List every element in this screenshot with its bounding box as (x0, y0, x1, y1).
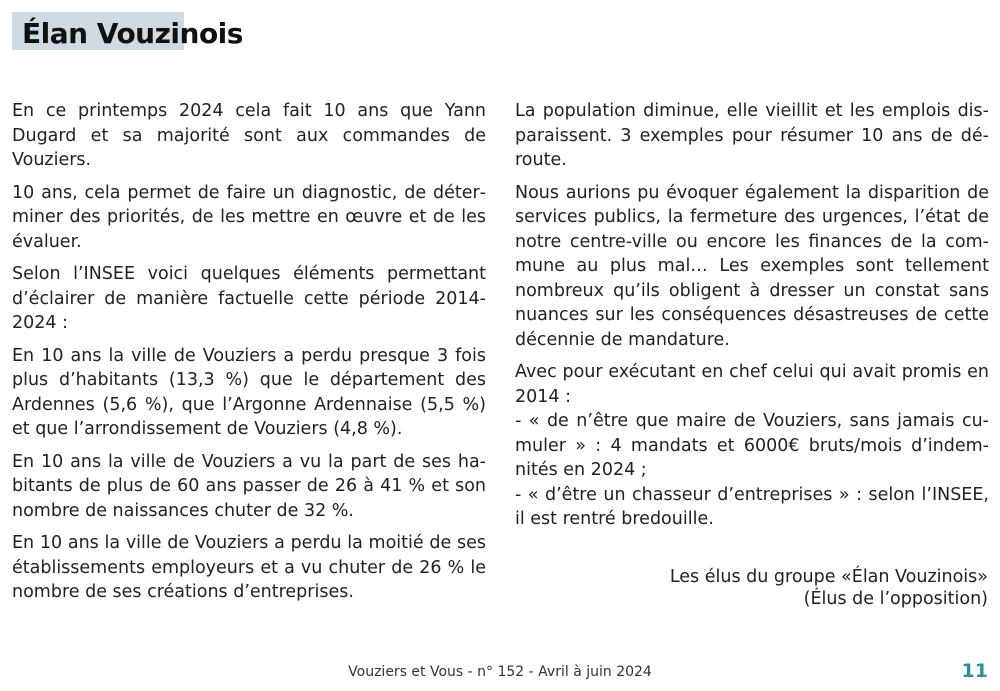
bullet-item: - « de n’être que maire de Vouziers, sans jamais cumuler » : 4 mandats et 6000€ bruts/mois d’indemnités en 2024 ; (515, 411, 989, 480)
paragraph: En 10 ans la ville de Vouziers a vu la part de ses habitants de plus de 60 ans passer de 26 à 41 % et son nombre de naissances chuter de 32 %. (12, 451, 486, 521)
paragraph: En 10 ans la ville de Vouziers a perdu la moitié de ses établissements employeurs et a vu chuter de 26 % le nombre de ses créations d’entreprises. (12, 533, 486, 602)
right-column (515, 99, 989, 532)
footer-text: Vouziers et Vous - n° 152 - Avril à juin 2024 (348, 664, 652, 680)
signature-line-role: (Élus de l’opposition) (803, 589, 988, 609)
left-column (12, 99, 486, 613)
page-title: Élan Vouzinois (22, 17, 243, 50)
paragraph: Nous aurions pu évoquer également la disparition de services publics, la fermeture des urgences, l’état de notre centre-ville ou encore les finances de la commune au plus mal… Les exemples sont tellement nombreux qu’ils obligent à dresser un constat sans nuances sur les conséquences désastreuses de cette décennie de mandature. (515, 182, 989, 350)
signature (670, 566, 988, 610)
paragraph: Avec pour exécutant en chef celui qui avait promis en 2014 : (515, 362, 989, 407)
paragraph: Selon l’INSEE voici quelques éléments permettant d’éclairer de manière factuelle cette période 2014-2024 : (12, 264, 486, 333)
paragraph: 10 ans, cela permet de faire un diagnostic, de déterminer des priorités, de les mettre en œuvre et de les évaluer. (12, 182, 486, 252)
signature-line-group: Les élus du groupe «Élan Vouzinois» (669, 567, 988, 587)
paragraph: La population diminue, elle vieillit et les emplois disparaissent. 3 exemples pour résumer 10 ans de déroute. (515, 101, 989, 170)
bullet-item: - « d’être un chasseur d’entreprises » : selon l’INSEE, il est rentré bredouille. (515, 484, 989, 529)
paragraph: En ce printemps 2024 cela fait 10 ans que Yann Dugard et sa majorité sont aux commandes de Vouziers. (12, 101, 486, 170)
paragraph: En 10 ans la ville de Vouziers a perdu presque 3 fois plus d’habitants (13,3 %) que le département des Ardennes (5,6 %), que l’Argonne Ardennaise (5,5 %) et que l’arrondissement de Vouziers (4,8 %). (12, 345, 486, 439)
page-number: 11 (961, 660, 988, 682)
